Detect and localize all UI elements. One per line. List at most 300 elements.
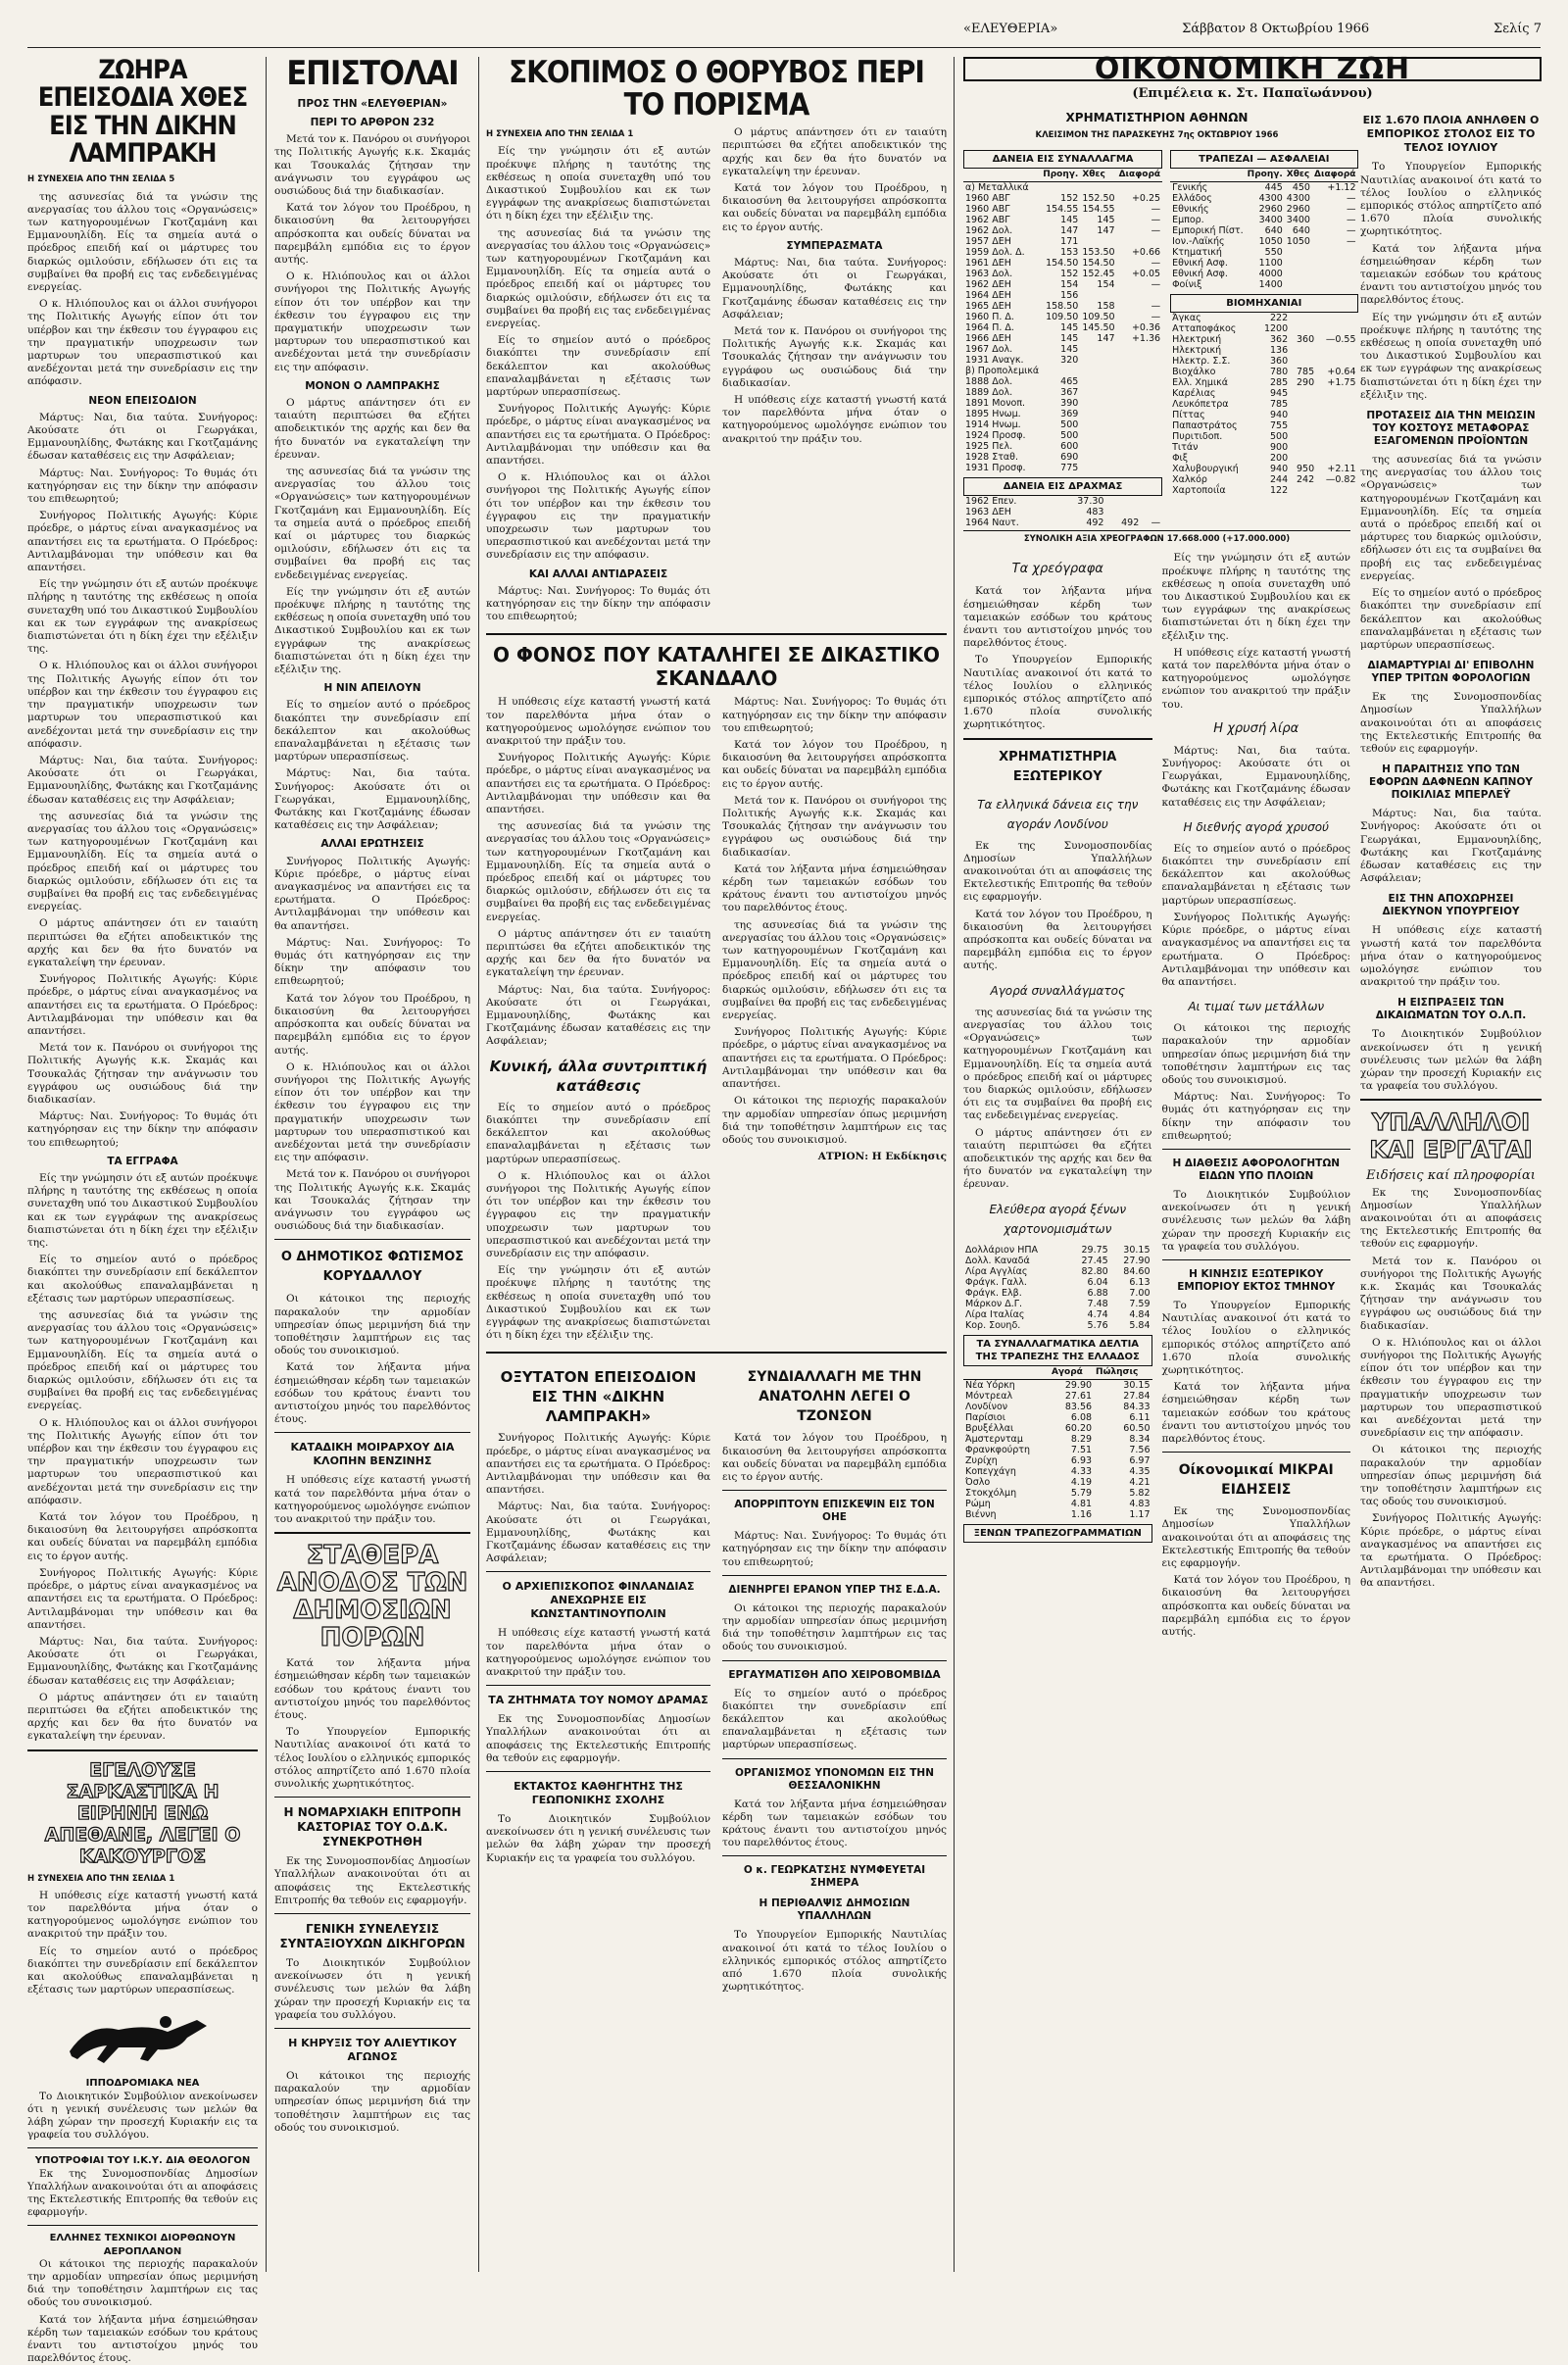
headline-geoponiki: ΕΚΤΑΚΤΟΣ ΚΑΘΗΓΗΤΗΣ ΤΗΣ ΓΕΩΠΟΝΙΚΗΣ ΣΧΟΛΗΣ [514,1780,683,1806]
article-paragraph: της ασυνεσίας διά τα γνώσιν της ανεργασίας του άλλου τοις «Οργανώσεις» των κατηγορουμένων Γκοτζαμάνη και Εμμανουηλίδη. Είς τα σημεία αυτά ο πρόεδρος επειδή καί οι μάρτυρες του διαρκώς ομιλούσιν, εδήλωσεν ότι εις τα συμβαίνει θα προβή εις τας ενδεδειγμένας ενεργείας. [963,1006,1152,1122]
table-cell: Φιξ [1172,453,1189,465]
table-cell: 27.90 [1123,1255,1151,1266]
table-row [1170,279,1357,290]
table-cell: — [1151,215,1161,226]
table-row [1170,464,1357,474]
table-cell [1290,345,1316,356]
table-header-cell: Αγορά [1050,1366,1094,1380]
article-paragraph: Κατά τον λόγον του Προέδρου, η δικαιοσύνη θα λειτουργήσει απρόσκοπτα και ουδείς δύναται να παρεμβάλη εμπόδια εις το έργον αυτής. [722,739,947,790]
article-paragraph: Οι κάτοικοι της περιοχής παρακαλούν την αρμοδίαν υπηρεσίαν όπως μεριμνήση διά την τοποθέτησιν λαμπτήρων εις τας οδούς του συνοικισμού. [274,2070,470,2134]
table-cell [1117,182,1163,194]
subhead-pros: ΠΡΟΣ ΤΗΝ «ΕΛΕΥΘΕΡΙΑΝ» [297,97,448,110]
foreign-title: ΧΡΗΜΑΤΙΣΤΗΡΙΑ ΕΞΩΤΕΡΙΚΟΥ [999,749,1117,784]
table-row [963,1379,1152,1391]
article-paragraph: Μετά τον κ. Πανόρου οι συνήγοροι της Πολιτικής Αγωγής κ.κ. Σκαμάς και Τσουκαλάς ζήτησαν την ανάγνωσιν του εγγράφου ως ουσιώδους διά την διαδικασίαν. [274,1168,470,1233]
table-row [1170,258,1357,269]
table-cell [1285,269,1312,279]
porisma-left [486,126,710,627]
table-row [963,1391,1152,1402]
table-cell [1117,430,1163,441]
table-cell: Ελλ. Χημικά [1172,377,1229,389]
section-rule [963,738,1152,740]
free-market-title: Ελεύθερα αγορά ξένων χαρτονομισμάτων [989,1202,1127,1236]
loans-head: ΔΑΝΕΙΑ ΕΙΣ ΣΥΝΑΛΛΑΓΜΑ [963,150,1162,169]
table-cell: 1925 Πελ. [965,441,1013,453]
headline-lambrakis: ΖΩΗΡΑ ΕΠΕΙΣΟΔΙΑ ΧΘΕΣ ΕΙΣ ΤΗΝ ΔΙΚΗΝ ΛΑΜΠΡΑΚΗ [37,55,248,170]
table-cell: 60.20 [1064,1422,1093,1434]
table-cell: +1.36 [1131,333,1161,345]
table-cell: Όσλο [965,1476,991,1488]
table-cell: Γενικής [1172,182,1208,194]
table-cell: Χαλυβουργική [1172,464,1239,475]
table-cell [1290,420,1316,431]
table-row [963,398,1162,409]
table-row [963,247,1162,258]
lower-right [722,1359,947,1997]
table-cell: Νέα Υόρκη [965,1379,1015,1391]
table-cell: Βιοχάλκο [1172,367,1216,378]
table-cell: 4.33 [1070,1465,1093,1477]
masthead [963,18,1542,39]
table-cell: Στοκχόλμη [965,1487,1017,1499]
table-cell: Κοπεγχάγη [965,1465,1016,1477]
table-cell: 1931 Αναγκ. [965,355,1024,367]
headline-ypono: ΟΡΓΑΝΙΣΜΟΣ ΥΠΟΝΟΜΩΝ ΕΙΣ ΤΗΝ ΘΕΣΣΑΛΟΝΙΚΗΝ [734,1766,934,1792]
article-paragraph: Μάρτυς: Ναι. Συνήγορος: Το θυμάς ότι κατηγόρησαν εις την δίκην την απόφασιν του επιθεωρητού; [722,696,947,734]
table-cell: 154 [1060,279,1079,291]
table-cell: 4000 [1258,269,1283,280]
article-paragraph: Ο μάρτυς απάντησεν ότι εν ταιαύτη περιπτώσει θα εζήτει αποδεικτικόν της αρχής και δεν θα ήτο δυνατόν να εγκαταλείψη την έρευναν. [27,917,258,968]
column-rule [478,57,479,2272]
article-paragraph: Μάρτυς: Ναι, δια ταύτα. Συνήγορος: Ακούσατε ότι οι Γεωργάκαι, Εμμανουηλίδης, Φωτάκης και Γκοτζαμάνης έδωσαν καταθέσεις εις την Ασφάλειαν; [274,767,470,832]
table-row [1170,420,1357,431]
table-cell: Λίρα Αγγλίας [965,1265,1028,1277]
article-paragraph: Ο μάρτυς απάντησεν ότι εν ταιαύτη περιπτώσει θα εζήτει αποδεικτικόν της αρχής και δεν θα ήτο δυνατόν να εγκαταλείψη την έρευναν. [27,1691,258,1743]
table-row [963,1423,1152,1434]
table-cell: 1050 [1286,236,1310,248]
table-row [963,204,1162,215]
table-cell: 367 [1060,387,1079,399]
table-cell [1316,399,1357,410]
table-cell: 785 [1269,399,1289,411]
table-cell: 153.50 [1082,247,1115,259]
table-cell: 6.88 [1087,1287,1108,1299]
table-cell [1080,452,1116,463]
table-cell: Άμστερνταμ [965,1433,1023,1445]
table-row [1170,442,1357,453]
loans-block [963,146,1162,528]
table-cell [1316,453,1357,464]
article-paragraph: Μάρτυς: Ναι, δια ταύτα. Συνήγορος: Ακούσατε ότι οι Γεωργάκαι, Εμμανουηλίδης, Φωτάκης και Γκοτζαμάνης έδωσαν καταθέσεις εις την Ασφάλειαν; [486,983,710,1048]
table-cell: Φοίνιξ [1172,279,1202,291]
table-cell [1290,485,1316,496]
article-paragraph: Είς την γνώμησιν ότι εξ αυτών προέκυψε πλήρης η ταυτότης της εκθέσεως η οποία συνεταχθη υπό του Δικαστικού Συμβουλίου και εκ των εγγράφων της ανακρίσεως διαπιστώνεται ότι η δίκη έχει την εξέλιξιν της. [486,1264,710,1342]
article-paragraph: Μάρτυς: Ναι. Συνήγορος: Το θυμάς ότι κατηγόρησαν εις την δίκην την απόφασιν του επιθεωρητού; [722,1530,947,1568]
table-cell: 2960 [1286,204,1310,216]
gold-lira-title: Η χρυσή λίρα [1213,720,1299,736]
table-row [963,1320,1152,1331]
table-cell: 550 [1264,247,1283,259]
article-paragraph: της ασυνεσίας διά τα γνώσιν της ανεργασίας του άλλου τοις «Οργανώσεις» των κατηγορουμένων Γκοτζαμάνη και Εμμανουηλίδη. Είς τα σημεία αυτά ο πρόεδρος επειδή καί οι μάρτυρες του διαρκώς ομιλούσιν, εδήλωσεν ότι εις τα συμβαίνει θα προβή εις τας ενδεδειγμένας ενεργείας. [486,820,710,923]
table-cell: Φρανκφούρτη [965,1444,1031,1455]
economy-section [963,52,1542,2272]
table-cell: 1914 Ηνωμ. [965,419,1021,431]
table-row [963,1477,1152,1488]
table-cell: 492 [1121,517,1140,529]
table-row [963,1245,1152,1256]
table-cell: 4.84 [1129,1308,1151,1320]
article-paragraph: Συνήγορος Πολιτικής Αγωγής: Κύριε πρόεδρε, ο μάρτυς είναι αναγκασμένος να απαντήσει εις τα ερωτήματα. Ο Πρόεδρος: Αντιλαμβάνομαι την υπόθεσιν και θα απαντήσει. [27,1566,258,1631]
article-paragraph: Ο κ. Ηλιόπουλος και οι άλλοι συνήγοροι της Πολιτικής Αγωγής είπον ότι τον υπέρβον και την έκθεσιν του έγγραφου εις την πραγματικήν υποχρεωσιν των μαρτυρων του υπερασπιστικού και ανεδέχονται μετά την συνεδρίασιν εις την απόφασιν. [27,660,258,750]
table-cell [1117,290,1163,301]
table-cell: Πυριτιδοπ. [1172,431,1223,443]
article-paragraph: Κατά τον λόγον του Προέδρου, η δικαιοσύνη θα λειτουργήσει απρόσκοπτα και ουδείς δύναται να παρεμβάλη εμπόδια εις το έργον αυτής. [27,1511,258,1562]
table-cell: β) Προπολεμικά [965,366,1040,377]
table-cell: Παπαστράτος [1172,420,1238,432]
subhead-apeiloun: Η ΝΙΝ ΑΠΕΙΛΟΥΝ [323,682,421,695]
workers-subtitle: Ειδήσεις καί πληροφορίαι [1366,1168,1536,1184]
table-header-cell: Πώλησις [1094,1366,1152,1380]
racing-horse-illustration [50,2002,236,2071]
article-paragraph: Εκ της Συνομοσπονδίας Δημοσίων Υπαλλήλων ανακοινούται ότι αι αποφάσεις της Εκτελεστικής Επιτροπής θα τεθούν εις εφαρμογήν. [1360,691,1542,755]
economy-right [1360,106,1542,1643]
article-paragraph: Μετά τον κ. Πανόρου οι συνήγοροι της Πολιτικής Αγωγής κ.κ. Σκαμάς και Τσουκαλάς ζήτησαν την ανάγνωσιν του εγγράφου ως ουσιώδους διά την διαδικασίαν. [722,794,947,859]
table-cell: 8.29 [1070,1433,1093,1445]
table-cell: 7.51 [1070,1444,1093,1455]
table-cell: Εθνική Ασφ. [1172,258,1228,270]
article-paragraph: της ασυνεσίας διά τα γνώσιν της ανεργασίας του άλλου τοις «Οργανώσεις» των κατηγορουμένων Γκοτζαμάνη και Εμμανουηλίδη. Είς τα σημεία αυτά ο πρόεδρος επειδή καί οι μάρτυρες του διαρκώς ομιλούσιν, εδήλωσεν ότι εις τα συμβαίνει θα προβή εις τας ενδεδειγμένας ενεργείας. [274,465,470,581]
table-cell [1117,366,1163,376]
ministry-title: ΕΙΣ ΤΗΝ ΑΠΟΧΩΡΗΣΕΙ ΔΙΕΚΥΝΟΝ ΥΠΟΥΡΓΕΙΟΥ [1382,893,1520,918]
table-row [963,269,1162,279]
continuation-label: Η ΣΥΝΕΧΕΙΑ ΑΠΟ ΤΗΝ ΣΕΛΙΔΑ 5 [27,174,175,185]
table-cell: 360 [1297,334,1315,346]
table-cell: Δολλ. Καναδά [965,1255,1030,1266]
table-cell: 285 [1269,377,1289,389]
article-paragraph: Συνήγορος Πολιτικής Αγωγής: Κύριε πρόεδρε, ο μάρτυς είναι αναγκασμένος να απαντήσει εις τα ερωτήματα. Ο Πρόεδρος: Αντιλαμβάνομαι την υπόθεσιν και θα απαντήσει. [1360,1512,1542,1590]
table-header-cell [1170,169,1246,182]
drachma-table [963,496,1162,528]
fx-rates-table [963,1366,1152,1520]
headline-nomarchiaki: Η ΝΟΜΑΡΧΙΑΚΗ ΕΠΙΤΡΟΠΗ ΚΑΣΤΟΡΙΑΣ ΤΟΥ Ο.Δ.Κ. ΣΥΝΕΚΡΟΤΗΘΗ [283,1805,462,1849]
table-cell: 6.13 [1129,1276,1151,1288]
economy-columns [963,106,1542,1643]
banks-block [1170,146,1357,528]
subhead-symperasmata: ΣΥΜΠΕΡΑΣΜΑΤΑ [786,239,883,252]
continuation-label: Η ΣΥΝΕΧΕΙΑ ΑΠΟ ΤΗΝ ΣΕΛΙΔΑ 1 [27,1873,175,1884]
table-row [1170,399,1357,410]
table-cell: 1962 Δολ. [965,225,1013,237]
article-paragraph: Οι κάτοικοι της περιοχής παρακαλούν την αρμοδίαν υπηρεσίαν όπως μεριμνήση διά την τοποθέτησιν λαμπτήρων εις τας οδούς του συνοικισμού. [274,1293,470,1357]
subhead-neon: ΝΕΟΝ ΕΠΕΙΣΟΔΙΟΝ [88,394,197,407]
table-row [963,1277,1152,1288]
article-paragraph: Η υπόθεσις είχε καταστή γνωστή κατά τον παρελθόντα μήνα όταν ο κατηγορούμενος ωμολόγησε ενώπιον του ανακριτού την πράξιν του. [722,393,947,445]
article-paragraph: Το Υπουργείον Εμπορικής Ναυτιλίας ανακοινοί ότι κατά το τέλος Ιουλίου ο ελληνικός εμπορικός στόλος απηρτίζετο από 1.670 πλοία συνολικής χωρητικότητος. [1360,161,1542,238]
table-cell [1080,463,1116,473]
table-cell: Εθνική Ασφ. [1172,269,1228,280]
headline-synelefsis: ΓΕΝΙΚΗ ΣΥΝΕΛΕΥΣΙΣ ΣΥΝΤΑΞΙΟΥΧΩΝ ΔΙΚΗΓΟΡΩΝ [279,1922,466,1951]
table-cell [1105,507,1141,517]
table-cell: 5.84 [1129,1319,1151,1331]
masthead-paper: «ΕΛΕΥΘΕΡΙΑ» [963,21,1058,36]
table-row [1170,377,1357,388]
divider [486,1771,710,1772]
fonos-left [486,696,710,1346]
table-cell [1117,355,1163,366]
column-3 [486,57,947,2272]
table-cell: Κτηματική [1172,247,1222,259]
table-cell [1316,345,1357,356]
article-paragraph: Ο κ. Ηλιόπουλος και οι άλλοι συνήγοροι της Πολιτικής Αγωγής είπον ότι τον υπέρβον και την έκθεσιν του έγγραφου εις την πραγματικήν υποχρεωσιν των μαρτυρων του υπερασπιστικού και ανεδέχονται μετά την συνεδρίασιν εις την απόφασιν. [274,271,470,373]
column-1 [27,55,258,2365]
table-cell: Ηλεκτρική [1172,345,1222,357]
table-cell: 1895 Ηνωμ. [965,409,1021,420]
table-cell [1105,496,1141,507]
table-row [1170,431,1357,442]
headline-kynikh: Κυνική, άλλα συντριπτική κατάθεσις [489,1057,708,1095]
table-row [963,409,1162,419]
bonds-title: Τα χρεόγραφα [1011,562,1103,577]
table-cell: 29.75 [1081,1244,1108,1256]
olp-title: Η ΕΙΣΠΡΑΞΕΙΣ ΤΩΝ ΔΙΚΑΙΩΜΑΤΩΝ ΤΟΥ Ο.Λ.Π. [1375,997,1527,1022]
article-paragraph: Συνήγορος Πολιτικής Αγωγής: Κύριε πρόεδρε, ο μάρτυς είναι αναγκασμένος να απαντήσει εις τα ερωτήματα. Ο Πρόεδρος: Αντιλαμβάνομαι την υπόθεσιν και θα απαντήσει. [486,752,710,816]
table-cell: 152 [1060,269,1079,280]
table-cell: 200 [1269,453,1289,465]
divider [274,1432,470,1433]
table-cell: — [1347,236,1356,248]
table-cell: 450 [1292,182,1310,194]
article-paragraph: Κατά τον λόγον του Προέδρου, η δικαιοσύνη θα λειτουργήσει απρόσκοπτα και ουδείς δύναται να παρεμβάλη εμπόδια εις το έργον αυτής. [722,181,947,233]
transport-title: ΠΡΟΤΑΣΕΙΣ ΔΙΑ ΤΗΝ ΜΕΙΩΣΙΝ ΤΟΥ ΚΟΣΤΟΥΣ ΜΕΤΑΦΟΡΑΣ ΕΞΑΓΟΜΕΝΩΝ ΠΡΟΪΟΝΤΩΝ [1366,410,1536,448]
table-cell: +1.75 [1327,377,1356,389]
article-paragraph: Είς το σημείον αυτό ο πρόεδρος διακόπτει την συνεδρίασιν επί δεκάλεπτον και ακολούθως επαναλαμβάνεται η εξέτασις των μαρτύρων υπερασπίσεως. [722,1687,947,1751]
article-paragraph: Το Διοικητικόν Συμβούλιον ανεκοίνωσεν ότι η γενική συνέλευσις των μελών θα λάβη χώραν την προσεχή Κυριακήν εις τα γραφεία του συλλόγου. [1161,1188,1350,1253]
divider [1162,1149,1351,1150]
section-rule [1360,1099,1542,1101]
table-cell: 84.60 [1123,1265,1151,1277]
table-cell: 900 [1269,442,1289,454]
table-cell: Λονδίνον [965,1401,1008,1412]
table-cell: 360 [1269,356,1289,368]
table-row [963,333,1162,344]
fx-title: Αγορά συναλλάγματος [990,983,1126,998]
table-cell [1080,387,1116,398]
table-cell [1117,463,1163,473]
table-cell: — [1151,225,1161,237]
table-cell: 1962 Επεν. [965,496,1017,508]
table-cell: Κορ. Σουηδ. [965,1319,1021,1331]
table-cell: Δολλάριον ΗΠΑ [965,1244,1038,1256]
table-cell: 640 [1264,225,1283,237]
table-cell: 147 [1097,333,1115,345]
table-cell [1080,441,1116,452]
table-cell [1312,258,1358,269]
table-cell: +0.25 [1131,193,1161,205]
economy-editor: (Επιμέλεια κ. Στ. Παπαϊωάννου) [1132,86,1373,102]
table-cell [1285,247,1312,258]
article-paragraph: Ο μάρτυς απάντησεν ότι εν ταιαύτη περιπτώσει θα εζήτει αποδεικτικόν της αρχής και δεν θα ήτο δυνατόν να εγκαταλείψη την έρευναν. [274,396,470,461]
notes-table [963,1245,1152,1331]
divider [722,1490,947,1491]
table-cell: 600 [1060,441,1079,453]
table-cell: 37.30 [1077,496,1104,508]
table-cell [1041,182,1080,194]
article-paragraph: Συνήγορος Πολιτικής Αγωγής: Κύριε πρόεδρε, ο μάρτυς είναι αναγκασμένος να απαντήσει εις τα ερωτήματα. Ο Πρόεδρος: Αντιλαμβάνομαι την υπόθεσιν και θα απαντήσει. [27,973,258,1037]
table-cell: 290 [1297,377,1315,389]
table-cell: Εθνικής [1172,204,1209,216]
table-cell: 940 [1269,410,1289,421]
article-paragraph: της ασυνεσίας διά τα γνώσιν της ανεργασίας του άλλου τοις «Οργανώσεις» των κατηγορουμένων Γκοτζαμάνη και Εμμανουηλίδη. Είς τα σημεία αυτά ο πρόεδρος επειδή καί οι μάρτυρες του διαρκώς ομιλούσιν, εδήλωσεν ότι εις τα συμβαίνει θα προβή εις τας ενδεδειγμένας ενεργείας. [27,190,258,293]
table-cell [1290,313,1316,323]
table-cell [1290,410,1316,420]
table-cell [1117,376,1163,387]
article-paragraph: Κατά τον λήξαντα μήνα έσημειώθησαν κέρδη των ταμειακών εσόδων του κράτους έναντι του αντιστοίχου μηνός του παρελθόντος έτους. [722,1798,947,1849]
fonos-columns [486,696,947,1346]
article-paragraph: Ο κ. Ηλιόπουλος και οι άλλοι συνήγοροι της Πολιτικής Αγωγής είπον ότι τον υπέρβον και την έκθεσιν του έγγραφου εις την πραγματικήν υποχρεωσιν των μαρτυρων του υπερασπιστικού και ανεδέχονται μετά την συνεδρίασιν εις την απόφασιν. [274,1060,470,1164]
article-paragraph: Ο κ. Ηλιόπουλος και οι άλλοι συνήγοροι της Πολιτικής Αγωγής είπον ότι τον υπέρβον και την έκθεσιν του έγγραφου εις την πραγματικήν υποχρεωσιν των μαρτυρων του υπερασπιστικού και ανεδέχονται μετά την συνεδρίασιν εις την απόφασιν. [486,471,710,562]
divider [1162,1452,1351,1453]
table-row [1170,410,1357,420]
subhead-monon: ΜΟΝΟΝ Ο ΛΑΜΠΡΑΚΗΣ [305,379,440,392]
article-paragraph: Ο κ. Ηλιόπουλος και οι άλλοι συνήγοροι της Πολιτικής Αγωγής είπον ότι τον υπέρβον και την έκθεσιν του έγγραφου εις την πραγματικήν υποχρεωσιν των μαρτυρων του υπερασπιστικού και ανεδέχονται μετά την συνεδρίασιν εις την απόφασιν. [1360,1336,1542,1440]
table-row [963,496,1162,507]
table-cell: 6.04 [1087,1276,1108,1288]
table-header-cell [963,1366,1050,1380]
article-paragraph: Ο μάρτυς απάντησεν ότι εν ταιαύτη περιπτώσει θα εζήτει αποδεικτικόν της αρχής και δεν θα ήτο δυνατόν να εγκαταλείψη την έρευναν. [722,126,947,177]
article-paragraph: Συνήγορος Πολιτικής Αγωγής: Κύριε πρόεδρε, ο μάρτυς είναι αναγκασμένος να απαντήσει εις τα ερωτήματα. Ο Πρόεδρος: Αντιλαμβάνομαι την υπόθεσιν και θα απαντήσει. [27,510,258,574]
article-paragraph: Κατά τον λόγον του Προέδρου, η δικαιοσύνη θα λειτουργήσει απρόσκοπτα και ουδείς δύναται να παρεμβάλη εμπόδια εις το έργον αυτής. [963,908,1152,972]
article-paragraph: Κατά τον λήξαντα μήνα έσημειώθησαν κέρδη των ταμειακών εσόδων του κράτους έναντι του αντιστοίχου μηνός του παρελθόντος έτους. [1360,242,1542,307]
table-cell [1080,409,1116,419]
table-cell: 145.50 [1082,322,1115,334]
article-paragraph: Είς το σημείον αυτό ο πρόεδρος διακόπτει την συνεδρίασιν επί δεκάλεπτον και ακολούθως επαναλαμβάνεται η εξέτασις των μαρτύρων υπερασπίσεως. [486,334,710,398]
headline-perithalpsis: Η ΠΕΡΙΘΑΛΨΙΣ ΔΗΜΟΣΙΩΝ ΥΠΑΛΛΗΛΩΝ [759,1897,910,1923]
article-paragraph: Είς την γνώμησιν ότι εξ αυτών προέκυψε πλήρης η ταυτότης της εκθέσεως η οποία συνεταχθη υπό του Δικαστικού Συμβουλίου και εκ των εγγράφων της ανακρίσεως διαπιστώνεται ότι η δίκη έχει την εξέλιξιν της. [486,145,710,222]
exchange-title: ΧΡΗΜΑΤΙΣΤΗΡΙΟΝ ΑΘΗΝΩΝ [1065,111,1249,125]
table-cell: 1200 [1263,323,1289,335]
small-news-title: Οίκονομικαί ΜΙΚΡΑΙ ΕΙΔΗΣΕΙΣ [1178,1462,1334,1499]
table-cell: 390 [1060,398,1079,410]
table-cell: Ζυρίχη [965,1454,998,1466]
table-cell: 1964 ΔΕΗ [965,290,1011,302]
article-paragraph: Κατά τον λήξαντα μήνα έσημειώθησαν κέρδη των ταμειακών εσόδων του κράτους έναντι του αντιστοίχου μηνός του παρελθόντος έτους. [274,1361,470,1426]
table-cell: — [1347,193,1356,205]
table-cell: 1931 Προσφ. [965,463,1026,474]
table-cell [1290,453,1316,464]
table-cell: Τιτάν [1172,442,1199,454]
table-cell: 171 [1060,236,1079,248]
table-cell [1290,399,1316,410]
table-cell: 8.34 [1129,1433,1151,1445]
table-cell: 4.81 [1070,1498,1093,1509]
table-row [963,517,1162,528]
table-header-cell: Χθες [1080,169,1116,182]
table-cell: 465 [1060,376,1079,388]
article-paragraph: Ο μάρτυς απάντησεν ότι εν ταιαύτη περιπτώσει θα εζήτει αποδεικτικόν της αρχής και δεν θα ήτο δυνατόν να εγκαταλείψη την έρευναν. [486,927,710,979]
article-paragraph: Είς το σημείον αυτό ο πρόεδρος διακόπτει την συνεδρίασιν επί δεκάλεπτον και ακολούθως επαναλαμβάνεται η εξέτασις των μαρτύρων υπερασπίσεως. [486,1101,710,1165]
afor-title: Η ΔΙΑΘΕΣΙΣ ΑΦΟΡΟΛΟΓΗΤΩΝ ΕΙΔΩΝ ΥΠΟ ΠΛΟΙΩΝ [1172,1157,1341,1182]
table-cell: 29.90 [1064,1379,1093,1391]
table-cell: 145 [1060,215,1079,226]
table-cell: 145 [1060,322,1079,334]
table-cell [1080,344,1116,355]
article-paragraph: Κατά τον λήξαντα μήνα έσημειώθησαν κέρδη των ταμειακών εσόδων του κράτους έναντι του αντιστοίχου μηνός του παρελθόντος έτους. [963,585,1152,650]
headline-oxytaton: ΟΞΥΤΑΤΟΝ ΕΠΕΙΣΟΔΙΟΝ ΕΙΣ ΤΗΝ «ΔΙΚΗΝ ΛΑΜΠΡΑΚΗ» [500,1368,697,1426]
table-cell: 4300 [1286,193,1310,205]
table-cell: Εμπορ. [1172,215,1204,226]
table-cell: 2960 [1258,204,1283,216]
table-header-cell: Χθες [1285,169,1312,182]
table-cell: 5.82 [1129,1487,1151,1499]
table-cell [1080,419,1116,430]
box-ike-title: ΥΠΟΤΡΟΦΙΑΙ ΤΟΥ Ι.Κ.Υ. ΔΙΑ ΘΕΟΛΟΓΟΝ [34,2155,251,2167]
table-row [963,290,1162,301]
table-cell [1285,279,1312,290]
table-cell: 82.80 [1081,1265,1108,1277]
table-cell: 1966 ΔΕΗ [965,333,1011,345]
headline-poroi: ΣΤΑΘΕΡΑ ΑΝΟΔΟΣ ΤΩΝ ΔΗΜΟΣΙΩΝ ΠΟΡΩΝ [276,1541,468,1653]
article-paragraph: Είς την γνώμησιν ότι εξ αυτών προέκυψε πλήρης η ταυτότης της εκθέσεως η οποία συνεταχθη υπό του Δικαστικού Συμβουλίου και εκ των εγγράφων της ανακρίσεως διαπιστώνεται ότι η δίκη έχει την εξέλιξιν της. [1161,552,1350,642]
article-paragraph: Ο κ. Ηλιόπουλος και οι άλλοι συνήγοροι της Πολιτικής Αγωγής είπον ότι τον υπέρβον και την έκθεσιν του έγγραφου εις την πραγματικήν υποχρεωσιν των μαρτυρων του υπερασπιστικού και ανεδέχονται μετά την συνεδρίασιν εις την απόφασιν. [27,1416,258,1506]
ships-title: ΕΙΣ 1.670 ΠΛΟΙΑ ΑΝΗΛΘΕΝ Ο ΕΜΠΟΡΙΚΟΣ ΣΤΟΛΟΣ ΕΙΣ ΤΟ ΤΕΛΟΣ ΙΟΥΛΙΟΥ [1362,114,1540,155]
table-cell: Ατταποφάκος [1172,323,1237,335]
intl-gold-title: Η διεθνής αγορά χρυσού [1183,819,1329,834]
table-cell [1285,258,1312,269]
table-cell: 1960 ΑΒΓ [965,193,1010,205]
table-row [963,1402,1152,1412]
table-row [963,258,1162,269]
table-cell: 154.50 [1082,258,1115,270]
headline-drama: ΤΑ ΖΗΤΗΜΑΤΑ ΤΟΥ ΝΟΜΟΥ ΔΡΑΜΑΣ [488,1694,709,1707]
table-row [963,1445,1152,1455]
headline-ohe: ΑΠΟΡΡΙΠΤΟΥΝ ΕΠΙΣΚΕΨΙΝ ΕΙΣ ΤΟΝ ΟΗΕ [734,1499,935,1524]
table-row [963,387,1162,398]
table-cell: 1.16 [1070,1508,1093,1520]
table-row [1170,485,1357,496]
table-cell: 640 [1292,225,1310,237]
table-header-cell: Προηγ. [1041,169,1080,182]
table-row [963,452,1162,463]
metals-title: Αι τιμαί των μετάλλων [1188,1000,1325,1014]
table-cell: — [1347,215,1356,226]
article-paragraph: Μάρτυς: Ναι. Συνήγορος: Το θυμάς ότι κατηγόρησαν εις την δίκην την απόφασιν του επιθεωρητού; [1161,1091,1350,1142]
table-cell: — [1151,301,1161,313]
article-paragraph: Είς την γνώμησιν ότι εξ αυτών προέκυψε πλήρης η ταυτότης της εκθέσεως η οποία συνεταχθη υπό του Δικαστικού Συμβουλίου και εκ των εγγράφων της ανακρίσεως διαπιστώνεται ότι η δίκη έχει την εξέλιξιν της. [27,578,258,656]
masthead-page: Σελίς 7 [1494,21,1542,36]
article-paragraph: Συνήγορος Πολιτικής Αγωγής: Κύριε πρόεδρε, ο μάρτυς είναι αναγκασμένος να απαντήσει εις τα ερωτήματα. Ο Πρόεδρος: Αντιλαμβάνομαι την υπόθεσιν και θα απαντήσει. [1161,911,1350,988]
headline-cheirovomvida: ΕΡΓΑΥΜΑΤΙΣΘΗ ΑΠΟ ΧΕΙΡΟΒΟΜΒΙΔΑ [728,1668,941,1681]
table-cell [1316,485,1357,496]
table-row [963,507,1162,517]
subhead-arthron: ΠΕΡΙ ΤΟ ΑΡΘΡΟΝ 232 [310,116,435,128]
table-cell: Ελλάδος [1172,193,1212,205]
table-cell [1316,388,1357,399]
article-paragraph: Κατά τον λόγον του Προέδρου, η δικαιοσύνη θα λειτουργήσει απρόσκοπτα και ουδείς δύναται να παρεμβάλη εμπόδια εις το έργον αυτής. [274,992,470,1057]
table-cell [1312,269,1358,279]
table-cell: 60.50 [1123,1422,1151,1434]
table-cell [1117,409,1163,419]
table-cell [1080,236,1116,247]
table-row [963,463,1162,473]
table-cell: — [1151,517,1161,529]
article-paragraph: Εκ της Συνομοσπονδίας Δημοσίων Υπαλλήλων ανακοινούται ότι αι αποφάσεις της Εκτελεστικής Επιτροπής θα τεθούν εις εφαρμογήν. [1161,1505,1350,1569]
table-row [963,322,1162,333]
table-row [963,1455,1152,1466]
table-cell: 950 [1297,464,1315,475]
table-cell: Χαρτοποιΐα [1172,485,1226,497]
table-cell: 30.15 [1123,1379,1151,1391]
table-cell: 158 [1097,301,1115,313]
